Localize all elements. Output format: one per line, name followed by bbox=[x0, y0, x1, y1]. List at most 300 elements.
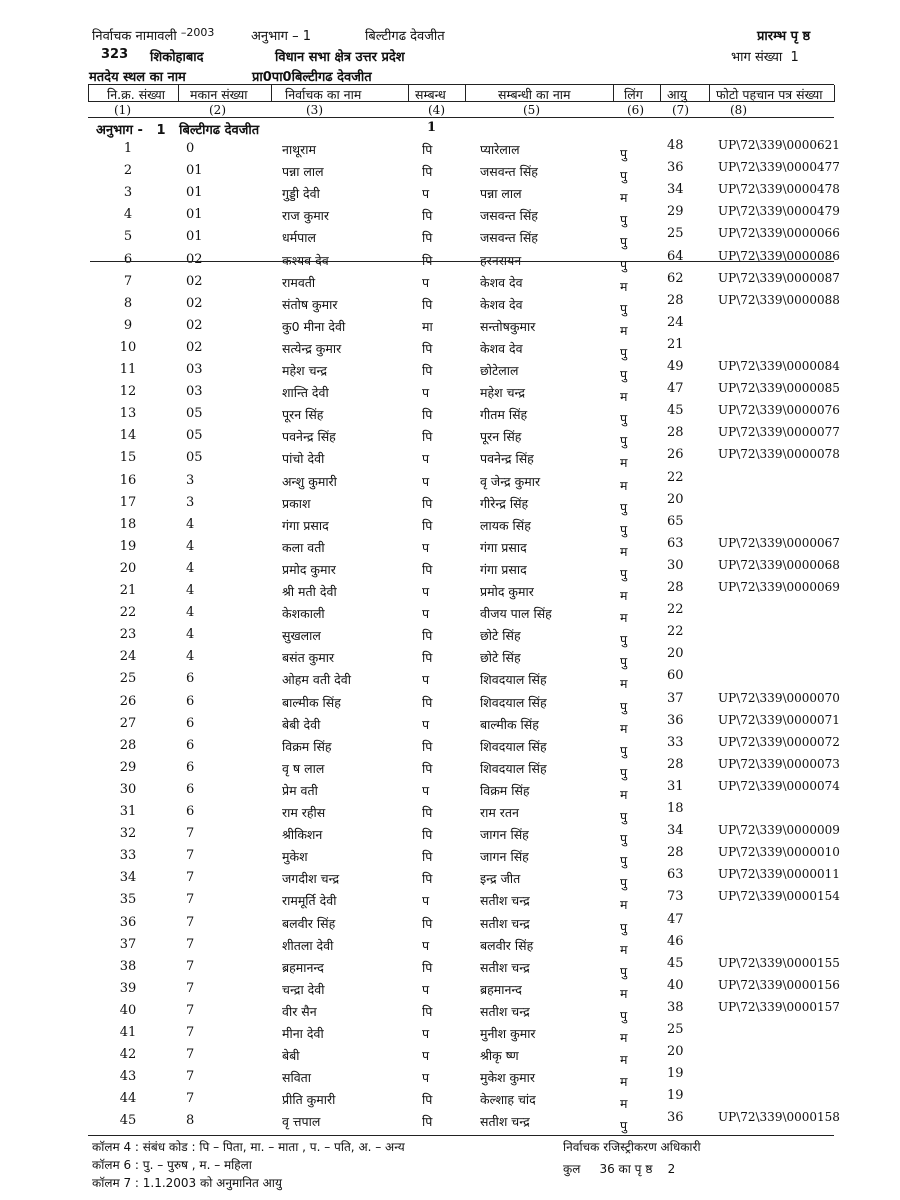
relative-name: शिवदयाल सिंह bbox=[480, 760, 547, 776]
relative-name: केशव देव bbox=[480, 340, 523, 356]
relation-code: प bbox=[422, 539, 430, 555]
table-row bbox=[0, 469, 900, 495]
serial-number: 8 bbox=[123, 295, 133, 311]
relative-name: शिवदयाल सिंह bbox=[480, 694, 547, 710]
sex: पु bbox=[620, 565, 628, 581]
serial-number: 40 bbox=[119, 1002, 137, 1018]
elector-name: वृ त्तपाल bbox=[282, 1114, 321, 1130]
epic-number: UP\72\339\0000078 bbox=[718, 447, 840, 462]
elector-name: महेश चन्द्र bbox=[282, 363, 328, 378]
elector-name: रामवती bbox=[282, 274, 316, 290]
house-number: 7 bbox=[186, 936, 195, 952]
sex: पु bbox=[620, 168, 628, 184]
house-number: 7 bbox=[186, 1047, 195, 1063]
house-number: 6 bbox=[186, 804, 195, 819]
part-label: भाग संख्या 1 bbox=[731, 50, 799, 65]
elector-name: राम रहीस bbox=[282, 805, 326, 820]
relative-name: जसवन्त सिंह bbox=[480, 230, 538, 246]
section-header: अनुभाग - 1 बिल्टीगढ देवजीत bbox=[96, 123, 260, 138]
house-number: 4 bbox=[186, 627, 195, 643]
relation-code: पि bbox=[422, 230, 433, 246]
elector-name: वृ ष लाल bbox=[282, 760, 325, 776]
relative-name: पूरन सिंह bbox=[480, 429, 522, 445]
relative-name: विक्रम सिंह bbox=[480, 782, 530, 798]
relation-code: पि bbox=[422, 738, 433, 754]
relation-code: पि bbox=[422, 805, 433, 820]
epic-number: UP\72\339\0000085 bbox=[718, 381, 840, 396]
relation-code: प bbox=[422, 1026, 430, 1041]
elector-name: प्रकाश bbox=[282, 495, 311, 511]
serial-number: 7 bbox=[123, 273, 133, 289]
age: 28 bbox=[667, 292, 684, 308]
relative-name: केशव देव bbox=[480, 274, 523, 290]
page-label: प्रारम्भ पृ ष्ठ bbox=[757, 29, 811, 44]
relation-code: प bbox=[422, 893, 430, 909]
age: 28 bbox=[667, 580, 684, 595]
serial-number: 30 bbox=[119, 781, 137, 797]
serial-number: 41 bbox=[119, 1025, 137, 1040]
page-count: कुल 36 का पृ ष्ठ 2 bbox=[563, 1162, 676, 1176]
relation-code: प bbox=[422, 584, 430, 599]
serial-number: 22 bbox=[119, 605, 137, 621]
relation-code: पि bbox=[422, 208, 433, 224]
table-row bbox=[0, 1022, 900, 1047]
relative-name: छोटे सिंह bbox=[480, 650, 521, 666]
col-divider bbox=[465, 85, 466, 102]
age: 29 bbox=[667, 204, 684, 220]
column-header-epic: फोटो पहचान पत्र संख्या bbox=[716, 87, 823, 102]
age: 34 bbox=[667, 182, 684, 198]
epic-number: UP\72\339\0000154 bbox=[718, 889, 840, 904]
elector-name: गंगा प्रसाद bbox=[282, 517, 329, 533]
house-number: 05 bbox=[186, 406, 203, 422]
relative-name: शिवदयाल सिंह bbox=[480, 738, 547, 754]
relation-code: प bbox=[422, 782, 430, 798]
relation-code: पि bbox=[422, 650, 433, 666]
serial-number: 45 bbox=[119, 1113, 137, 1129]
table-row bbox=[0, 491, 900, 517]
age: 48 bbox=[667, 138, 684, 153]
serial-number: 14 bbox=[119, 428, 137, 444]
serial-number: 36 bbox=[119, 914, 137, 930]
epic-number: UP\72\339\0000156 bbox=[718, 977, 840, 992]
serial-number: 27 bbox=[119, 715, 137, 731]
column-number: (1) bbox=[114, 103, 131, 117]
age: 36 bbox=[667, 160, 684, 176]
col-divider bbox=[271, 85, 272, 102]
age: 47 bbox=[667, 381, 684, 397]
relative-name: गीरेन्द्र सिंह bbox=[480, 495, 529, 511]
relation-code: प bbox=[422, 1070, 430, 1086]
serial-number: 19 bbox=[119, 538, 137, 554]
relative-name: प्रमोद कुमार bbox=[480, 584, 534, 599]
relative-name: लायक सिंह bbox=[480, 517, 531, 533]
column-header-serial: नि.क्र. संख्या bbox=[107, 87, 165, 102]
age: 31 bbox=[667, 778, 684, 794]
serial-number: 2 bbox=[123, 163, 133, 179]
serial-number: 4 bbox=[123, 207, 133, 223]
age: 47 bbox=[667, 911, 684, 927]
sex: म bbox=[620, 676, 628, 692]
column-header-sex: लिंग bbox=[624, 87, 643, 102]
house-number: 7 bbox=[186, 980, 195, 996]
epic-number: UP\72\339\0000155 bbox=[718, 955, 840, 970]
sex: पु bbox=[620, 1007, 628, 1023]
relation-code: प bbox=[422, 981, 430, 997]
sex: म bbox=[620, 786, 628, 802]
table-row bbox=[0, 292, 900, 318]
epic-number: UP\72\339\0000071 bbox=[718, 712, 840, 727]
house-number: 7 bbox=[186, 958, 195, 974]
sex: पु bbox=[620, 875, 628, 891]
elector-name: नाथूराम bbox=[282, 142, 316, 157]
relation-code: पि bbox=[422, 628, 433, 644]
relation-code: पि bbox=[422, 407, 433, 423]
epic-number: UP\72\339\0000074 bbox=[718, 778, 840, 793]
age: 34 bbox=[667, 823, 684, 839]
house-number: 05 bbox=[186, 450, 203, 466]
age: 25 bbox=[667, 226, 684, 242]
elector-name: प्रेम वती bbox=[282, 782, 318, 798]
sex: म bbox=[620, 1030, 628, 1045]
age: 19 bbox=[667, 1066, 684, 1082]
relative-name: जागन सिंह bbox=[480, 827, 529, 843]
elector-name: विक्रम सिंह bbox=[282, 738, 332, 754]
epic-number: UP\72\339\0000011 bbox=[718, 867, 840, 882]
age: 20 bbox=[667, 646, 684, 662]
relative-name: वीजय पाल सिंह bbox=[480, 606, 552, 622]
age: 19 bbox=[667, 1088, 684, 1104]
table-row bbox=[0, 447, 900, 472]
house-number: 7 bbox=[186, 914, 195, 930]
epic-number: UP\72\339\0000077 bbox=[718, 425, 840, 440]
house-number: 6 bbox=[186, 715, 195, 731]
table-row bbox=[0, 580, 900, 605]
serial-number: 17 bbox=[119, 494, 137, 510]
sex: पु bbox=[620, 742, 628, 758]
serial-number: 24 bbox=[119, 649, 137, 665]
serial-number: 44 bbox=[119, 1091, 137, 1107]
age: 37 bbox=[667, 690, 684, 706]
elector-name: चन्द्रा देवी bbox=[282, 981, 325, 997]
house-number: 4 bbox=[186, 583, 195, 598]
relative-name: जसवन्त सिंह bbox=[480, 208, 538, 224]
sex: म bbox=[620, 543, 628, 559]
column-number: (4) bbox=[428, 103, 445, 117]
sex: म bbox=[620, 610, 628, 626]
elector-name: पांचो देवी bbox=[282, 451, 325, 467]
age: 65 bbox=[667, 513, 684, 529]
age: 26 bbox=[667, 447, 684, 463]
epic-number: UP\72\339\0000073 bbox=[718, 756, 840, 771]
serial-number: 32 bbox=[119, 826, 137, 842]
col-divider bbox=[660, 85, 661, 102]
age: 63 bbox=[667, 867, 684, 883]
elector-name: जगदीश चन्द्र bbox=[282, 871, 340, 887]
relative-name: हरनरायन bbox=[480, 252, 522, 268]
footer-note-relation: कॉलम 4 : संबंध कोड : पि – पिता, मा. – माता , प. – पति, अ. – अन्य bbox=[92, 1140, 405, 1154]
relation-code: प bbox=[422, 274, 430, 290]
col-divider bbox=[408, 85, 409, 102]
serial-number: 15 bbox=[119, 450, 137, 466]
sex: पु bbox=[620, 919, 628, 935]
sex: पु bbox=[620, 212, 628, 228]
epic-number: UP\72\339\0000086 bbox=[718, 248, 840, 263]
elector-name: कश्यव देव bbox=[282, 252, 329, 268]
elector-name: सत्येन्द्र कुमार bbox=[282, 340, 342, 356]
elector-name: सुखलाल bbox=[282, 628, 321, 644]
serial-number: 35 bbox=[119, 892, 137, 908]
elector-name: पवनेन्द्र सिंह bbox=[282, 429, 336, 445]
house-number: 4 bbox=[186, 605, 195, 621]
age: 25 bbox=[667, 1022, 684, 1037]
sex: म bbox=[620, 278, 628, 294]
relative-name: गीतम सिंह bbox=[480, 407, 528, 423]
sex: म bbox=[620, 588, 628, 603]
house-number: 3 bbox=[186, 494, 195, 510]
age: 28 bbox=[667, 756, 684, 772]
serial-number: 34 bbox=[119, 870, 137, 886]
house-number: 4 bbox=[186, 516, 195, 532]
relation-code: पि bbox=[422, 1003, 433, 1019]
col-divider bbox=[88, 85, 89, 102]
elector-name: शीतला देवी bbox=[282, 937, 334, 953]
sex: पु bbox=[620, 367, 628, 382]
sex: म bbox=[620, 322, 628, 338]
epic-number: UP\72\339\0000010 bbox=[718, 845, 840, 860]
section-code: 1 bbox=[427, 120, 437, 135]
house-number: 6 bbox=[186, 759, 195, 775]
elector-name: ओहम वती देवी bbox=[282, 672, 351, 688]
constituency-no: 323 bbox=[101, 47, 129, 62]
house-number: 6 bbox=[186, 737, 195, 753]
epic-number: UP\72\339\0000067 bbox=[718, 535, 840, 550]
column-header-relative-name: सम्बन्धी का नाम bbox=[498, 87, 571, 102]
epic-number: UP\72\339\0000068 bbox=[718, 557, 840, 572]
age: 64 bbox=[667, 248, 684, 264]
epic-number: UP\72\339\0000479 bbox=[718, 204, 840, 219]
serial-number: 43 bbox=[119, 1069, 137, 1085]
sex: पु bbox=[620, 300, 628, 316]
serial-number: 37 bbox=[119, 936, 137, 952]
constituency-name: शिकोहाबाद bbox=[150, 50, 204, 65]
age: 18 bbox=[667, 801, 684, 816]
relation-code: पि bbox=[422, 517, 433, 533]
serial-number: 23 bbox=[119, 627, 137, 643]
serial-number: 3 bbox=[123, 185, 133, 201]
sex: पु bbox=[620, 499, 628, 515]
house-number: 4 bbox=[186, 538, 195, 554]
house-number: 02 bbox=[186, 295, 203, 311]
relative-name: सतीश चन्द्र bbox=[480, 959, 530, 975]
column-header-relation: सम्बन्ध bbox=[415, 87, 446, 102]
sex: पु bbox=[620, 234, 628, 250]
house-number: 01 bbox=[186, 207, 203, 223]
house-number: 02 bbox=[186, 273, 203, 289]
epic-number: UP\72\339\0000084 bbox=[718, 359, 840, 373]
serial-number: 21 bbox=[119, 583, 137, 598]
age: 46 bbox=[667, 933, 684, 949]
serial-number: 5 bbox=[123, 229, 133, 245]
relation-code: पि bbox=[422, 340, 433, 356]
serial-number: 16 bbox=[119, 472, 137, 488]
elector-name: बेबी देवी bbox=[282, 716, 321, 732]
age: 22 bbox=[667, 469, 684, 485]
age: 45 bbox=[667, 403, 684, 419]
relative-name: पन्ना लाल bbox=[480, 186, 522, 202]
sex: पु bbox=[620, 411, 628, 427]
age: 30 bbox=[667, 557, 684, 573]
relative-name: सतीश चन्द्र bbox=[480, 893, 530, 909]
serial-number: 28 bbox=[119, 737, 137, 753]
epic-number: UP\72\339\0000088 bbox=[718, 292, 840, 307]
relation-code: प bbox=[422, 672, 430, 688]
relation-code: पि bbox=[422, 1114, 433, 1130]
serial-number: 31 bbox=[119, 804, 137, 819]
relation-code: प bbox=[422, 606, 430, 622]
house-number: 0 bbox=[186, 141, 195, 156]
sex: पु bbox=[620, 853, 628, 869]
table-row bbox=[0, 778, 900, 804]
column-number: (5) bbox=[523, 103, 540, 117]
relation-code: पि bbox=[422, 915, 433, 931]
polling-station-label: मतदेय स्थल का नाम bbox=[89, 70, 186, 85]
sex: पु bbox=[620, 521, 628, 537]
sex: पु bbox=[620, 632, 628, 648]
table-row bbox=[0, 999, 900, 1025]
sex: म bbox=[620, 1074, 628, 1090]
serial-number: 12 bbox=[119, 384, 137, 400]
elector-name: मीना देवी bbox=[282, 1026, 324, 1041]
relative-name: बाल्मीक सिंह bbox=[480, 716, 539, 732]
relation-code: पि bbox=[422, 827, 433, 843]
serial-number: 25 bbox=[119, 671, 137, 687]
house-number: 03 bbox=[186, 362, 203, 377]
serial-number: 38 bbox=[119, 958, 137, 974]
column-number: (7) bbox=[672, 103, 689, 117]
house-number: 01 bbox=[186, 163, 203, 179]
elector-name: वीर सैन bbox=[282, 1003, 317, 1019]
relative-name: बलवीर सिंह bbox=[480, 937, 534, 953]
epic-number: UP\72\339\0000477 bbox=[718, 160, 840, 175]
relation-code: मा bbox=[422, 318, 433, 334]
roll-title: निर्वाचक नामावली $^{-2003}$ bbox=[92, 26, 215, 44]
table-row bbox=[0, 646, 900, 671]
serial-number: 42 bbox=[119, 1047, 137, 1063]
sex: पु bbox=[620, 256, 628, 272]
sex: पु bbox=[620, 963, 628, 979]
sex: म bbox=[620, 190, 628, 206]
col-divider bbox=[178, 85, 179, 102]
relation-code: पि bbox=[422, 849, 433, 865]
elector-name: शान्ति देवी bbox=[282, 385, 329, 401]
epic-number: UP\72\339\0000158 bbox=[718, 1110, 840, 1125]
relation-code: पि bbox=[422, 429, 433, 445]
serial-number: 39 bbox=[119, 980, 137, 996]
relative-name: राम रतन bbox=[480, 805, 519, 820]
house-number: 4 bbox=[186, 649, 195, 665]
relative-name: गंगा प्रसाद bbox=[480, 539, 527, 555]
sex: म bbox=[620, 389, 628, 405]
age: 22 bbox=[667, 624, 684, 640]
relation-code: प bbox=[422, 473, 430, 489]
age: 28 bbox=[667, 425, 684, 441]
house-number: 02 bbox=[186, 339, 203, 355]
elector-name: प्रीति कुमारी bbox=[282, 1092, 336, 1108]
relative-name: मुकेश कुमार bbox=[480, 1070, 535, 1086]
table-numbers-rule bbox=[88, 117, 834, 118]
sex: पु bbox=[620, 433, 628, 449]
elector-name: बाल्मीक सिंह bbox=[282, 694, 341, 710]
relative-name: सतीश चन्द्र bbox=[480, 1003, 530, 1019]
section-label: अनुभाग – 1 bbox=[251, 29, 312, 44]
elector-name: बसंत कुमार bbox=[282, 650, 335, 666]
sex: म bbox=[620, 1052, 628, 1068]
column-number: (3) bbox=[306, 103, 323, 117]
epic-number: UP\72\339\0000070 bbox=[718, 690, 840, 705]
relative-name: केल्शाह चांद bbox=[480, 1092, 536, 1108]
relation-code: पि bbox=[422, 363, 433, 378]
column-number: (6) bbox=[627, 103, 644, 117]
relative-name: वृ जेन्द्र कुमार bbox=[480, 473, 541, 489]
house-number: 05 bbox=[186, 428, 203, 444]
relative-name: प्यारेलाल bbox=[480, 142, 520, 157]
age: 20 bbox=[667, 491, 684, 507]
elector-name: अन्शु कुमारी bbox=[282, 473, 337, 489]
serial-number: 11 bbox=[119, 362, 137, 377]
epic-number: UP\72\339\0000009 bbox=[718, 823, 840, 838]
serial-number: 33 bbox=[119, 848, 137, 864]
age: 62 bbox=[667, 270, 684, 286]
serial-number: 26 bbox=[119, 693, 137, 709]
age: 21 bbox=[667, 336, 684, 352]
age: 22 bbox=[667, 602, 684, 618]
relation-code: पि bbox=[422, 296, 433, 312]
registration-officer: निर्वाचक रजिस्ट्रीकरण अधिकारी bbox=[563, 1140, 701, 1154]
relation-code: पि bbox=[422, 694, 433, 710]
age: 60 bbox=[667, 668, 684, 684]
relative-name: पवनेन्द्र सिंह bbox=[480, 451, 534, 467]
house-number: 3 bbox=[186, 472, 195, 488]
section-village: बिल्टीगढ देवजीत bbox=[365, 29, 445, 44]
serial-number: 13 bbox=[119, 406, 137, 422]
elector-name: सविता bbox=[282, 1070, 312, 1086]
epic-number: UP\72\339\0000076 bbox=[718, 403, 840, 418]
serial-number: 9 bbox=[123, 317, 133, 333]
elector-name: श्री मती देवी bbox=[282, 584, 337, 599]
relation-code: पि bbox=[422, 871, 433, 887]
footer-note-age: कॉलम 7 : 1.1.2003 को अनुमानित आयु bbox=[92, 1176, 282, 1190]
sex: पु bbox=[620, 146, 628, 161]
relative-name: श्रीकृ ष्ण bbox=[480, 1048, 519, 1064]
sex: पु bbox=[620, 1118, 628, 1134]
sex: पु bbox=[620, 764, 628, 780]
table-row bbox=[0, 911, 900, 937]
elector-name: धर्मपाल bbox=[282, 230, 316, 246]
table-row bbox=[0, 602, 900, 627]
house-number: 6 bbox=[186, 781, 195, 797]
epic-number: UP\72\339\0000072 bbox=[718, 734, 840, 749]
relation-code: पि bbox=[422, 561, 433, 577]
sex: पु bbox=[620, 698, 628, 714]
relation-code: पि bbox=[422, 959, 433, 975]
table-row bbox=[0, 314, 900, 340]
sex: पु bbox=[620, 344, 628, 360]
column-number: (8) bbox=[730, 103, 747, 117]
relative-name: मुनीश कुमार bbox=[480, 1026, 536, 1041]
serial-number: 18 bbox=[119, 516, 137, 532]
table-row bbox=[0, 889, 900, 914]
